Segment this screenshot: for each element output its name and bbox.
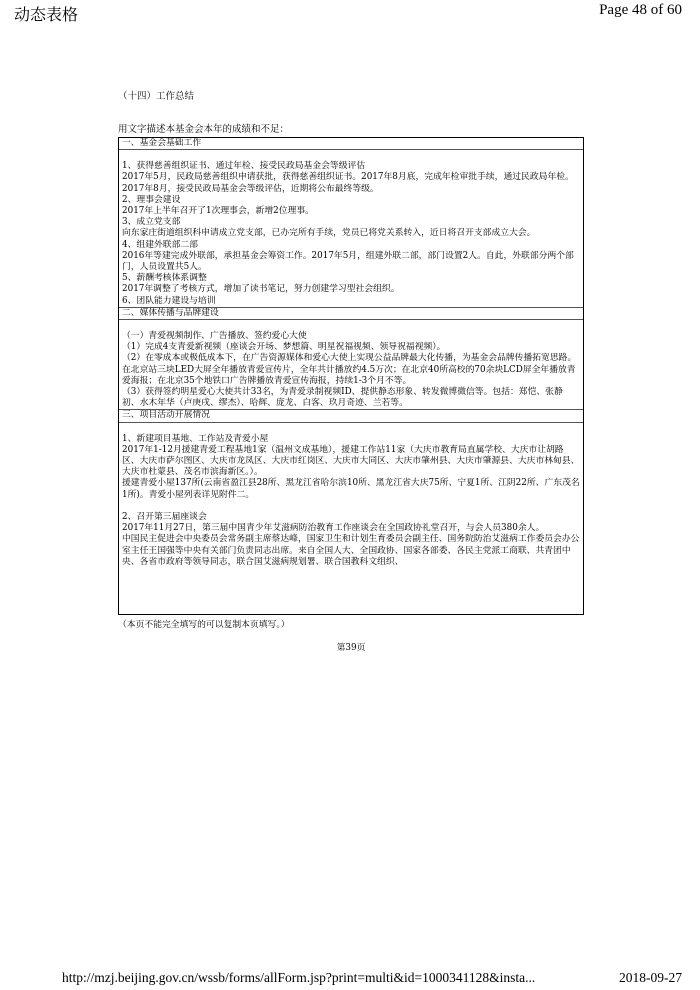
text-line <box>122 150 580 161</box>
print-footer-date: 2018-09-27 <box>619 970 682 985</box>
text-line <box>122 501 580 512</box>
text-line: 向东家庄街道组织科申请成立党支部，已办完所有手续，党员已将党关系转入，近日将召开支部成立大会。 <box>122 228 536 239</box>
text-line: 2017年1-12月援建青爱工程基地1家（温州文成基地），援建工作站11家（大庆市教育局直属学校、大庆市让胡路区、大庆市萨尔图区、大庆市龙凤区、大庆市红岗区、大庆市大同区、大庆市肇州县、大庆市肇源县、大庆市林甸县、大庆市杜蒙县、茂名市滨海新区。）。 <box>122 444 580 478</box>
text-line: 1、新建项目基地、工作站及青爱小屋 <box>122 433 269 444</box>
text-line: 2、召开第三届座谈会 <box>122 511 207 522</box>
text-line: 2017年调整了考核方式，增加了读书笔记，努力创建学习型社会组织。 <box>122 284 400 295</box>
text-line: 2、理事会建设 <box>122 194 181 205</box>
block-body <box>119 320 583 409</box>
section-title: （十四）工作总结 <box>118 91 195 102</box>
text-line: 3、成立党支部 <box>122 217 181 228</box>
text-line <box>122 320 580 331</box>
text-line: （2）在零成本或极低成本下，在广告资源媒体和爱心大使上实现公益品牌最大化传播，为基金会品牌传播拓宽思路。在北京站三块LED大屏全年播放青爱宣传片，全年共计播放约4.5万次；在北京40所高校的70余块LCD屏全年播放青爱海报；在北京35个地铁口广告牌播放青爱宣传海报，持续1-3个月不等。 <box>122 353 577 386</box>
form-prompt: 用文字描述本基金会本年的成绩和不足： <box>118 124 290 135</box>
text-line: 4、组建外联部二部 <box>122 239 198 250</box>
text-line <box>122 423 580 434</box>
block-body <box>119 423 583 568</box>
block-body <box>119 150 583 307</box>
text-line: 2017年11月27日，第三届中国青少年艾滋病防治教育工作座谈会在全国政协礼堂召开，与会人员380余人。 <box>122 523 545 534</box>
print-footer-url: http://mzj.beijing.gov.cn/wssb/forms/allForm.jsp?print=multi&id=1000341128&insta... <box>62 970 536 985</box>
text-line: （一）青爱视频制作、广告播放、签约爱心大使 <box>122 331 307 342</box>
document-page-number: 第39页 <box>336 643 366 653</box>
text-line: 6、团队能力建设与培训 <box>122 295 216 306</box>
text-line: 1、获得慈善组织证书、通过年检、接受民政局基金会等级评估 <box>122 161 366 172</box>
document-page <box>118 88 584 653</box>
text-line: 2017年上半年召开了1次理事会，新增2位理事。 <box>122 206 314 217</box>
print-header-title: 动态表格 <box>14 5 79 24</box>
text-line: 5、薪酬考核体系调整 <box>122 273 207 284</box>
text-line: 2017年5月，民政局慈善组织申请获批，获得慈善组织证书。2017年8月底，完成年检审批手续，通过民政局年检。2017年8月，接受民政局基金会等级评估，近期将公布最终等级。 <box>122 172 574 194</box>
text-line: 中国民主促进会中央委员会常务副主席蔡达峰，国家卫生和计划生育委员会副主任、国务院防治艾滋病工作委员会办公室主任王国强等中央有关部门负责同志出席。来自全国人大、全国政协、国家各部委、各民主党派工商联、共青团中央、各省市政府等领导同志，联合国艾滋病规划署、联合国教科文组织、 <box>122 534 580 567</box>
text-line: 援建青爱小屋137所(云南省盈江县28所、黑龙江省哈尔滨10所、黑龙江省大庆75所、宁夏1所、江阴22所、广东茂名1所)。青爱小屋列表详见附件二。 <box>122 478 580 500</box>
text-line: 2016年等建完成外联部，承担基金会筹资工作。2017年5月，组建外联二部，部门设置2人。自此，外联部分两个部门，人员设置共5人。 <box>122 250 574 273</box>
text-line: （1）完成4支青爱新视频（座谈会开场、梦想篇、明星祝福视频、领导祝福视频）。 <box>122 342 446 353</box>
block-heading: 三、项目活动开展情况 <box>119 409 583 422</box>
print-page-indicator: Page 48 of 60 <box>599 2 682 18</box>
work-summary-textarea <box>118 137 584 615</box>
fill-note: （本页不能完全填写的可以复制本页填写。） <box>118 620 290 630</box>
block-heading: 二、媒体传播与品牌建设 <box>119 307 583 320</box>
block-heading: 一、基金会基础工作 <box>119 138 583 150</box>
text-line: （3）获得签约明星爱心大使共计33名，为青爱录制视频ID、提供静态形象、转发微博微信等。包括：郑恺、张静初、水木年华（卢庚戌、缪杰）、哈辉、庞龙、白客、玖月奇迹、兰若等。 <box>122 387 563 409</box>
